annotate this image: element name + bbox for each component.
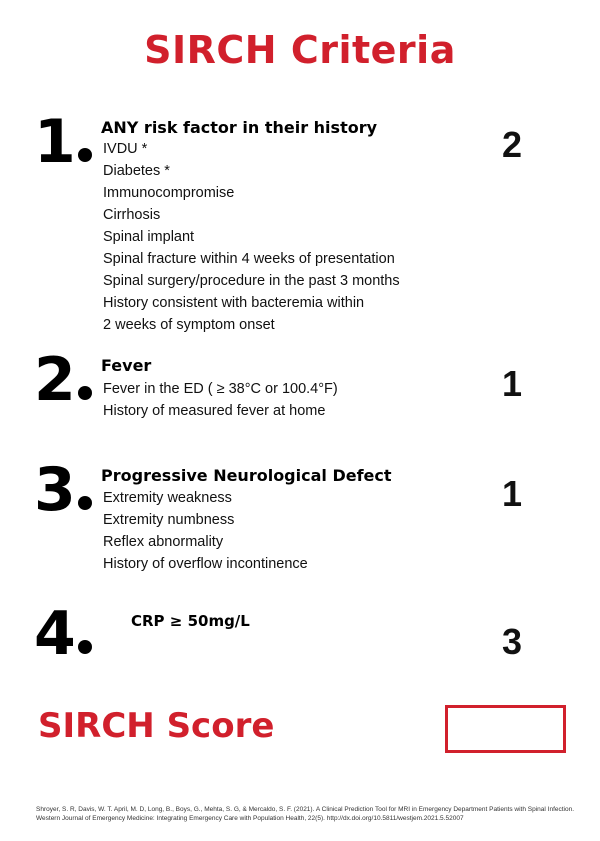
reference-line: Shroyer, S. R, Davis, W. T. April, M. D, Long, B., Boys, G., Mehta, S. G, & Mercaldo, S. F. (2021). A Clinical Prediction Tool for MRI in Emergency Department Patients with Spinal Infection. bbox=[36, 806, 575, 813]
criteria-item: Spinal surgery/procedure in the past 3 months bbox=[103, 273, 400, 289]
score-label: SIRCH Score bbox=[38, 706, 275, 746]
number-dot bbox=[78, 386, 92, 400]
reference-citation bbox=[36, 805, 576, 823]
criteria-item: Extremity weakness bbox=[103, 490, 232, 506]
criteria-item: Immunocompromise bbox=[103, 185, 235, 201]
section-items-2 bbox=[103, 378, 338, 422]
section-items-3 bbox=[103, 487, 308, 575]
section-heading-2: Fever bbox=[101, 356, 152, 375]
section-points-4: 3 bbox=[502, 621, 523, 662]
section-points-1: 2 bbox=[502, 124, 523, 165]
section-heading-1: ANY risk factor in their history bbox=[101, 118, 378, 137]
criteria-item: Cirrhosis bbox=[103, 207, 161, 223]
criteria-item: Diabetes * bbox=[103, 163, 170, 179]
criteria-item: History of overflow incontinence bbox=[103, 556, 308, 572]
section-number-3: 3 bbox=[34, 460, 92, 520]
section-items-1 bbox=[103, 138, 400, 336]
section-heading-3: Progressive Neurological Defect bbox=[101, 466, 392, 485]
criteria-item: Spinal implant bbox=[103, 229, 195, 245]
section-points-2: 1 bbox=[502, 363, 523, 404]
section-number-4: 4 bbox=[34, 604, 92, 664]
criteria-item: IVDU * bbox=[103, 141, 148, 157]
section-number-1: 1 bbox=[34, 112, 92, 172]
number-dot bbox=[78, 148, 92, 162]
number-dot bbox=[78, 496, 92, 510]
criteria-item: Spinal fracture within 4 weeks of presentation bbox=[103, 251, 395, 267]
reference-line: Western Journal of Emergency Medicine: Integrating Emergency Care with Population Health, 22(5). http://dx.doi.org/10.5811/westjem.2021.5.52007 bbox=[36, 815, 464, 822]
section-points-3: 1 bbox=[502, 473, 523, 514]
criteria-item: History of measured fever at home bbox=[103, 403, 326, 419]
score-box[interactable] bbox=[445, 705, 566, 753]
section-heading-4: CRP ≥ 50mg/L bbox=[131, 612, 250, 630]
page-title: SIRCH Criteria bbox=[144, 28, 456, 72]
criteria-item: Reflex abnormality bbox=[103, 534, 224, 550]
section-number-2: 2 bbox=[34, 350, 92, 410]
criteria-item: 2 weeks of symptom onset bbox=[103, 317, 275, 333]
criteria-item: Fever in the ED ( ≥ 38°C or 100.4°F) bbox=[103, 381, 338, 397]
criteria-item: Extremity numbness bbox=[103, 512, 235, 528]
number-dot bbox=[78, 640, 92, 654]
criteria-item: History consistent with bacteremia within bbox=[103, 295, 365, 311]
